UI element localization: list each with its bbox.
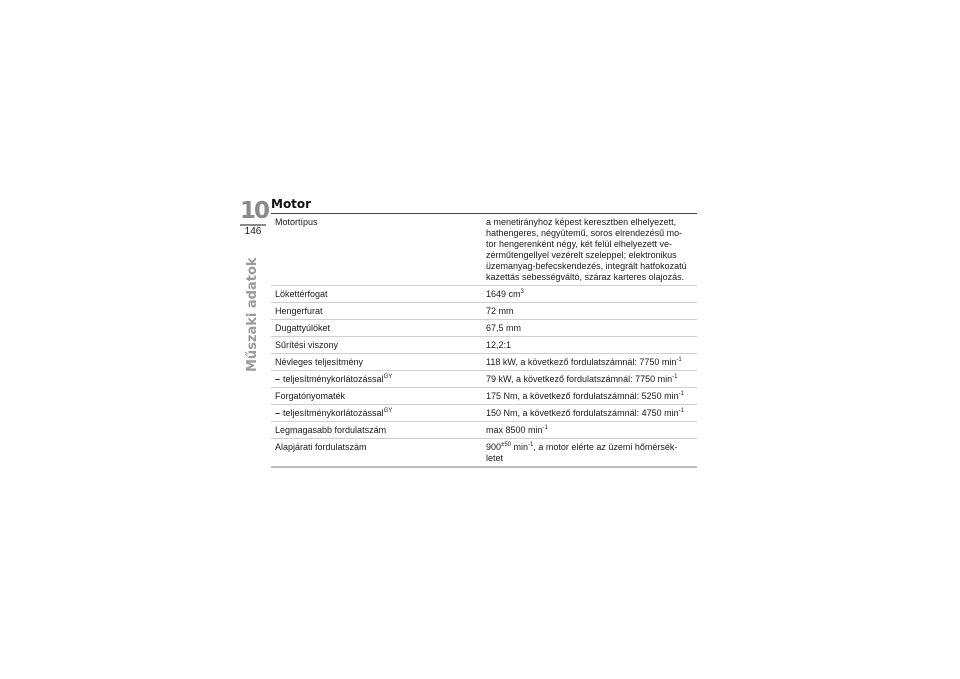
spec-row-rated-power — [271, 354, 697, 371]
spec-value-line: üzemanyag-befecskendezés, integrált hatfokozatú — [486, 261, 687, 271]
spec-value-text: 175 Nm, a következő fordulatszámnál: 5250 min — [486, 391, 679, 401]
spec-label: Dugattyúlöket — [275, 323, 331, 333]
spec-value-line: zérműtengellyel vezérelt szeleppel; elektronikus — [486, 250, 677, 260]
chapter-number: 10 — [240, 198, 269, 224]
unit-exponent: -1 — [678, 408, 684, 414]
dash-bullet: – — [275, 408, 281, 418]
unit-exponent: -1 — [672, 374, 678, 380]
page-number: 146 — [244, 226, 262, 237]
spec-value — [486, 289, 697, 300]
spec-label: Névleges teljesítmény — [275, 357, 364, 367]
spec-value: 72 mm — [486, 306, 514, 316]
spec-row-max-rpm — [271, 422, 697, 439]
section-title: Motor — [271, 197, 312, 211]
spec-label — [271, 408, 486, 419]
spec-value — [486, 442, 697, 464]
spec-value-line: letet — [486, 453, 504, 463]
spec-row-torque — [271, 388, 697, 405]
unit-exponent: -1 — [676, 357, 682, 363]
spec-value-line: a menetirányhoz képest keresztben elhelyezett, — [486, 217, 677, 227]
unit-exponent: -1 — [678, 391, 684, 397]
spec-row-displacement — [271, 286, 697, 303]
spec-row-stroke — [271, 320, 697, 337]
spec-value: 67,5 mm — [486, 323, 522, 333]
dash-bullet: – — [275, 374, 281, 384]
idle-rpm-tolerance: ±50 — [501, 442, 511, 448]
section-side-label: Műszaki adatok — [245, 257, 260, 372]
spec-label-text: teljesítménykorlátozással — [283, 408, 384, 418]
country-code: GY — [383, 374, 393, 380]
spec-value-text: max 8500 min — [486, 425, 543, 435]
spec-value: 12,2:1 — [486, 340, 512, 350]
spec-value-text: 150 Nm, a következő fordulatszámnál: 4750 min — [486, 408, 679, 418]
spec-table — [271, 213, 697, 468]
country-code: GY — [383, 408, 393, 414]
spec-value-line: kazettás sebességváltó, száraz karteres olajozás. — [486, 272, 685, 282]
spec-label: Hengerfurat — [275, 306, 323, 316]
idle-rpm-base: 900 — [486, 442, 502, 452]
spec-value — [486, 391, 697, 402]
spec-row-bore — [271, 303, 697, 320]
spec-row-compression — [271, 337, 697, 354]
spec-label-text: teljesítménykorlátozással — [283, 374, 384, 384]
spec-row-engine-type — [271, 214, 697, 286]
spec-value-text: 1649 cm — [486, 289, 521, 299]
spec-value-text: 79 kW, a következő fordulatszámnál: 7750 min — [486, 374, 673, 384]
idle-rpm-unit: min — [511, 442, 529, 452]
spec-value — [486, 374, 697, 385]
spec-label: Sűrítési viszony — [275, 340, 339, 350]
spec-value — [486, 408, 697, 419]
spec-value-text: 118 kW, a következő fordulatszámnál: 7750 min — [486, 357, 677, 367]
spec-row-power-restricted — [271, 371, 697, 388]
spec-label — [271, 374, 486, 385]
spec-label: Legmagasabb fordulatszám — [275, 425, 387, 435]
spec-value-line — [486, 442, 693, 453]
spec-label: Motortípus — [275, 217, 318, 227]
spec-label: Forgatónyomaték — [275, 391, 346, 401]
spec-value — [486, 425, 697, 436]
spec-row-idle-rpm — [271, 439, 697, 466]
spec-value — [486, 357, 697, 368]
spec-value — [486, 217, 697, 283]
spec-value-line: hathengeres, négyütemű, soros elrendezésű mo- — [486, 228, 683, 238]
spec-row-torque-restricted — [271, 405, 697, 422]
unit-exponent: -1 — [528, 442, 534, 448]
spec-label: Alapjárati fordulatszám — [275, 442, 367, 452]
spec-label: Lökettérfogat — [275, 289, 328, 299]
idle-rpm-note: , a motor elérte az üzemi hőmérsék- — [533, 442, 678, 452]
unit-exponent: -1 — [542, 425, 548, 431]
unit-exponent: 3 — [520, 289, 524, 295]
spec-value-line: tor hengerenként négy, két felül elhelyezett ve- — [486, 239, 672, 249]
